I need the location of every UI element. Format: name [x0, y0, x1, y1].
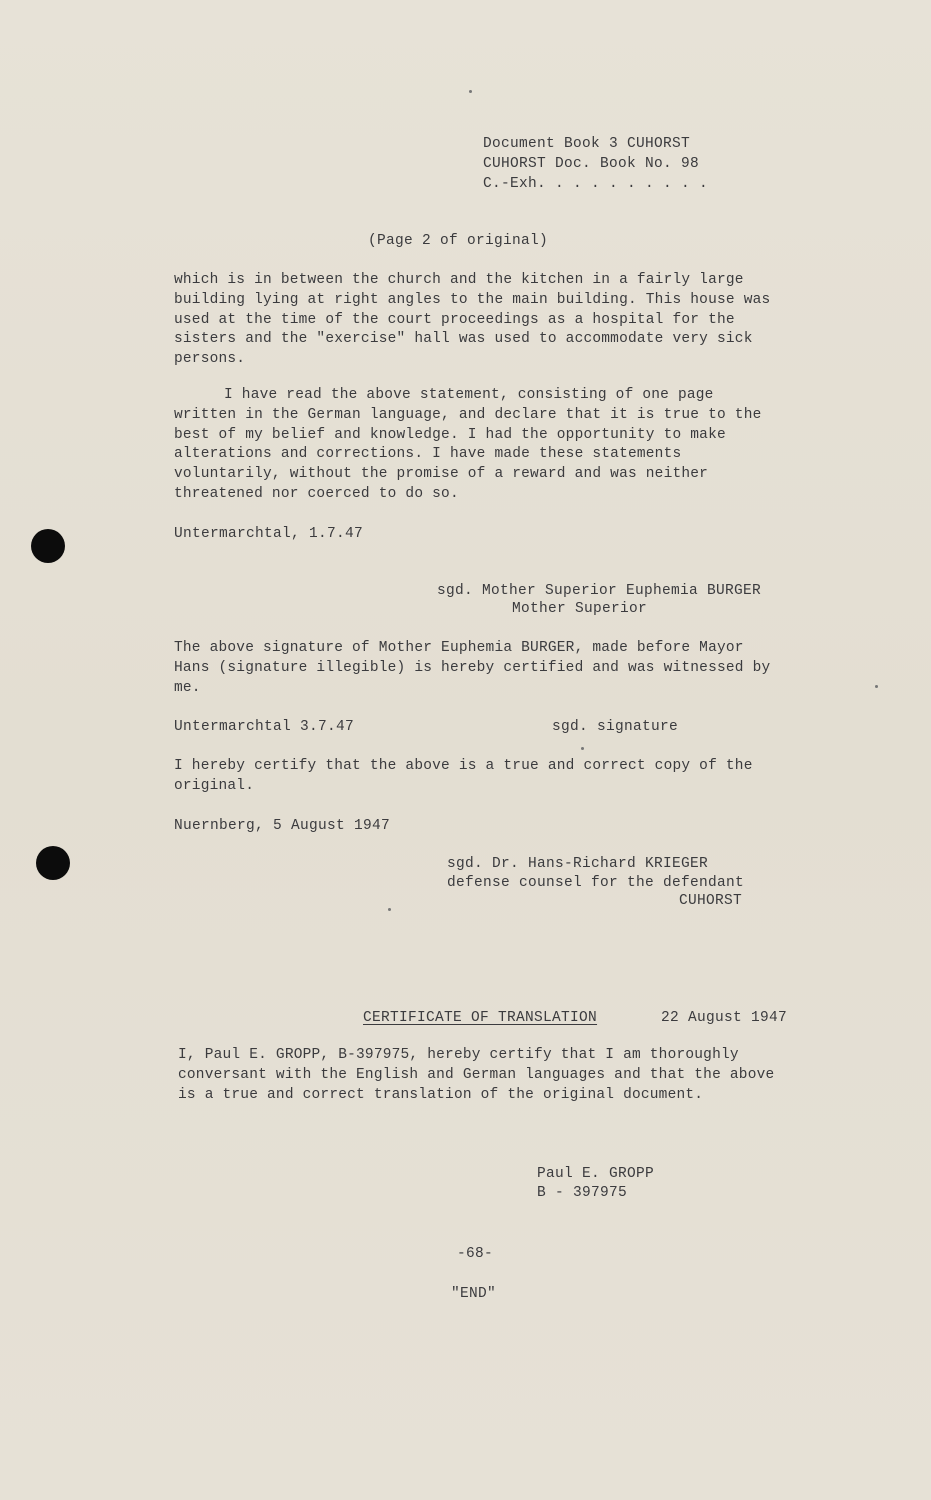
end-mark: "END"	[451, 1286, 497, 1302]
punch-hole-top	[31, 529, 65, 563]
translator-id: B - 397975	[537, 1185, 628, 1201]
paragraph-text: The above signature of Mother Euphemia BURGER, made before Mayor Hans (signature illegible) is hereby certified and was witnessed by me.	[174, 640, 771, 696]
page-note: (Page 2 of original)	[368, 233, 549, 249]
header-doc-book: Document Book 3 CUHORST	[483, 136, 691, 152]
speck-mark	[469, 90, 472, 93]
paragraph-text: which is in between the church and the kitchen in a fairly large building lying at right angles to the main building. This house was used at the time of the court proceedings as a hospital for the sisters and the "exercise" hall was used to accommodate very sick persons.	[174, 272, 771, 368]
certification-signature	[174, 639, 774, 698]
speck-mark	[581, 747, 584, 750]
punch-hole-bottom	[36, 846, 70, 880]
paragraph-declaration	[174, 386, 774, 505]
translation-certificate-text	[178, 1046, 788, 1105]
page-number: -68-	[457, 1246, 494, 1262]
translator-name: Paul E. GROPP	[537, 1166, 655, 1182]
signature-defense-counsel: sgd. Dr. Hans-Richard KRIEGER	[447, 856, 709, 872]
paragraph-continuation	[174, 271, 794, 370]
signature-mother-superior: sgd. Mother Superior Euphemia BURGER	[437, 583, 762, 599]
paragraph-text: I hereby certify that the above is a true and correct copy of the original.	[174, 758, 753, 794]
paragraph-text: I have read the above statement, consisting of one page written in the German language, and declare that it is true to the best of my belief and knowledge. I had the opportunity to make alterations and corrections. I have made these statements voluntarily, without the promise of a reward and was neither threatened nor coerced to do so.	[174, 387, 762, 502]
certification-copy	[174, 757, 774, 797]
header-doc-number: CUHORST Doc. Book No. 98	[483, 156, 700, 172]
signature-witness: sgd. signature	[552, 719, 679, 735]
defense-counsel-title: defense counsel for the defendant	[447, 875, 745, 891]
place-date-1: Untermarchtal, 1.7.47	[174, 526, 364, 542]
place-date-3: Nuernberg, 5 August 1947	[174, 818, 391, 834]
translation-certificate-title: CERTIFICATE OF TRANSLATION	[363, 1010, 598, 1026]
paragraph-text: I, Paul E. GROPP, B-397975, hereby certify that I am thoroughly conversant with the English and German languages and that the above is a true and correct translation of the original document.	[178, 1047, 775, 1103]
speck-mark	[875, 685, 878, 688]
signature-title: Mother Superior	[512, 601, 648, 617]
place-date-2: Untermarchtal 3.7.47	[174, 719, 355, 735]
translation-certificate-date: 22 August 1947	[661, 1010, 788, 1026]
header-exhibit: C.-Exh. . . . . . . . . .	[483, 176, 709, 192]
speck-mark	[388, 908, 391, 911]
defendant-name: CUHORST	[679, 893, 743, 909]
